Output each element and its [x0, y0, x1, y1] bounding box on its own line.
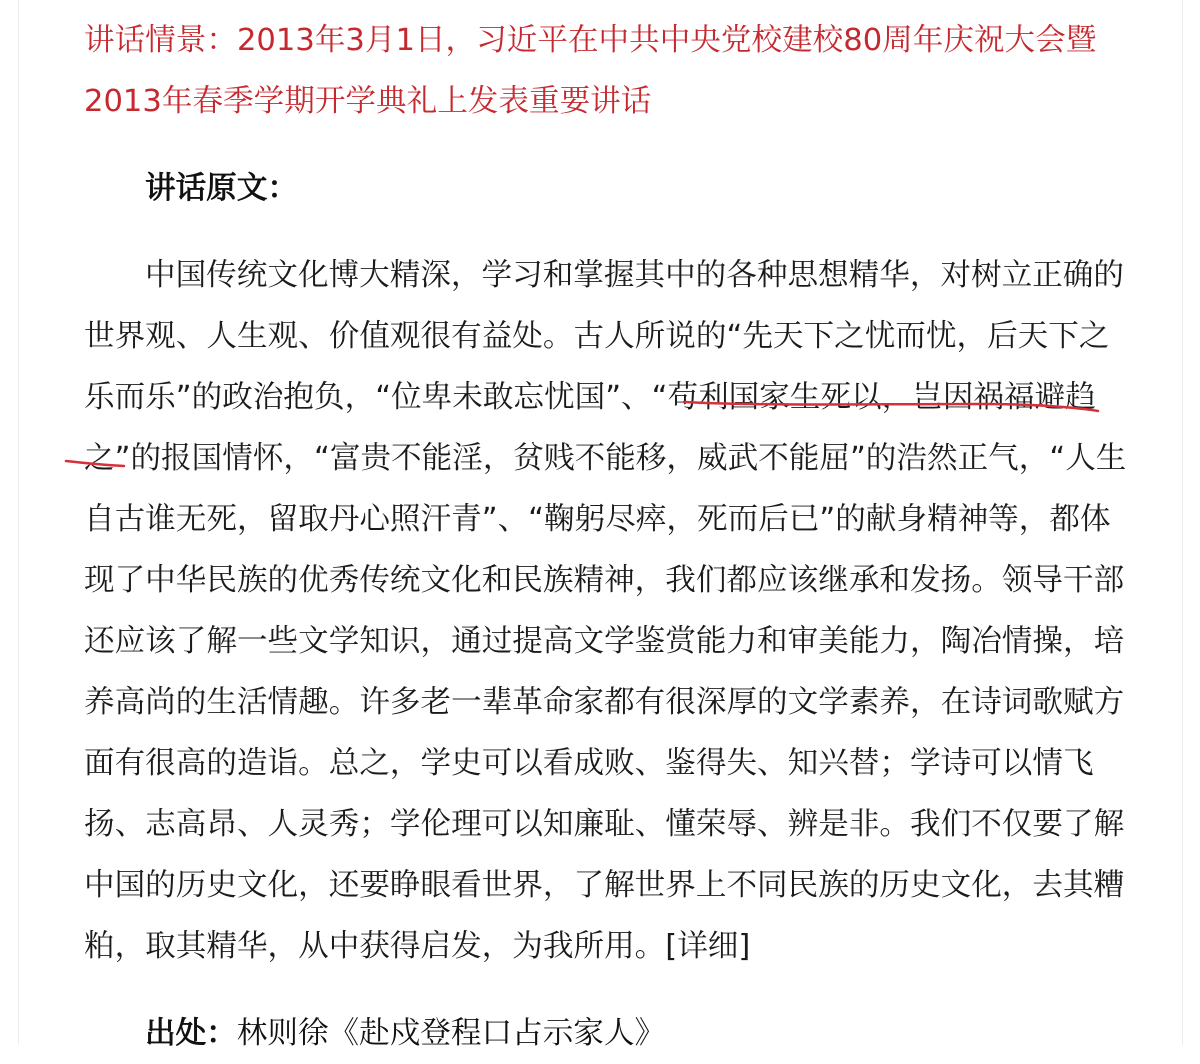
body-text-part-1: 中国传统文化博大精深，学习和掌握其中的各种思想精华，对树立正确的世界观、人生观、价值观很有益处。古人所说的“先天下之忧而忧，后天下之乐而乐”的政治抱负，“位卑未敢忘忧国”、“	[84, 258, 1124, 415]
body-text-part-2: ”的报国情怀，“富贵不能淫，贫贱不能移，威武不能屈”的浩然正气，“人生自古谁无死，留取丹心照汗青”、“鞠躬尽瘁，死而后已”的献身精神等，都体现了中华民族的优秀传统文化和民族精神，我们都应该继承和发扬。领导干部还应该了解一些文学知识，通过提高文学鉴赏能力和审美能力，陶冶情操，培养高尚的生活情趣。许多老一辈革命家都有很深厚的文学素养，在诗词歌赋方面有很高的造诣。总之，学史可以看成败、鉴得失、知兴替；学诗可以情飞扬、志高昂、人灵秀；学伦理可以知廉耻、懂荣辱、辨是非。我们不仅要了解中国的历史文化，还要睁眼看世界，了解世界上不同民族的历史文化，去其糟粕，取其精华，从中获得启发，为我所用。	[84, 441, 1127, 964]
highlighted-quote: 苟利国家生死以，岂因祸福避趋之	[84, 380, 1096, 476]
detail-link[interactable]: [详细]	[665, 929, 751, 964]
speech-body	[84, 245, 1134, 977]
original-text-heading: 讲话原文：	[145, 171, 298, 206]
source-line	[84, 1003, 1134, 1064]
speech-scene: 讲话情景：2013年3月1日，习近平在中共中央党校建校80周年庆祝大会暨2013年春季学期开学典礼上发表重要讲话	[84, 23, 1097, 119]
right-border-line	[1182, 0, 1183, 1045]
article-content	[84, 10, 1134, 1064]
left-border-line	[18, 0, 19, 1045]
source-text: 林则徐《赴戍登程口占示家人》	[236, 1016, 666, 1051]
source-label: 出处：	[145, 1016, 237, 1051]
